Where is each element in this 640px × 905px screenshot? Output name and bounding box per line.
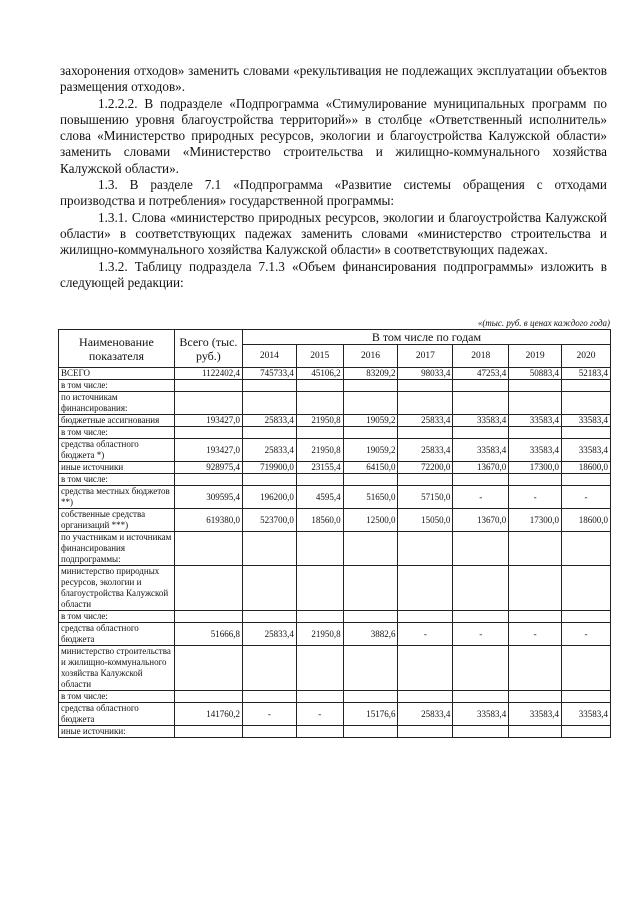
table-cell: [242, 726, 296, 738]
row-total: 51666,8: [174, 623, 242, 646]
table-cell: 19059,2: [343, 439, 398, 462]
table-row: [59, 427, 611, 439]
table-cell: 15176,6: [343, 703, 398, 726]
table-cell: [398, 532, 453, 566]
table-cell: 50883,4: [509, 368, 562, 380]
row-total: 309595,4: [174, 486, 242, 509]
table-cell: 21950,8: [296, 439, 343, 462]
table-cell: [562, 691, 611, 703]
financing-table: [58, 329, 611, 738]
table-row: [59, 703, 611, 726]
table-cell: 23155,4: [296, 462, 343, 474]
table-cell: [453, 691, 509, 703]
table-cell: [343, 392, 398, 415]
table-cell: 33583,4: [453, 415, 509, 427]
table-cell: 83209,2: [343, 368, 398, 380]
table-row: [59, 566, 611, 611]
table-cell: [453, 726, 509, 738]
table-cell: [296, 474, 343, 486]
row-total: 193427,0: [174, 415, 242, 427]
header-year: 2017: [398, 345, 453, 368]
table-cell: 25833,4: [398, 703, 453, 726]
table-cell: [562, 726, 611, 738]
table-cell: [343, 427, 398, 439]
table-cell: [343, 380, 398, 392]
paragraph: 1.3.2. Таблицу подраздела 7.1.3 «Объем финансирования подпрограммы» изложить в следующей редакции:: [60, 258, 607, 290]
table-cell: [562, 427, 611, 439]
table-cell: [453, 427, 509, 439]
paragraph: 1.3.1. Слова «министерство природных ресурсов, экологии и благоустройства Калужской области» в соответствующих падежах заменить словами «министерство строительства и жилищно-коммунального хозяйства Калужской области» в соответствующих падежах.: [60, 209, 607, 258]
table-row: [59, 439, 611, 462]
table-cell: [562, 646, 611, 691]
row-label: собственные средства организаций ***): [59, 509, 175, 532]
table-cell: [242, 532, 296, 566]
table-cell: -: [296, 703, 343, 726]
header-year: 2016: [343, 345, 398, 368]
paragraph: 1.2.2.2. В подразделе «Подпрограмма «Стимулирование муниципальных программ по повышению уровня благоустройства территорий»» в столбце «Ответственный исполнитель» слова «Министерство природных ресурсов, экологии и благоустройства Калужской области» заменить словами «Министерство строительства и жилищно-коммунального хозяйства Калужской области».: [60, 95, 607, 176]
row-total: 1122402,4: [174, 368, 242, 380]
table-cell: -: [562, 623, 611, 646]
table-cell: [509, 474, 562, 486]
table-cell: 25833,4: [242, 415, 296, 427]
row-total: [174, 611, 242, 623]
table-cell: [453, 380, 509, 392]
table-cell: [509, 611, 562, 623]
table-cell: 13670,0: [453, 509, 509, 532]
row-label: министерство строительства и жилищно-коммунального хозяйства Калужской области: [59, 646, 175, 691]
table-cell: [296, 611, 343, 623]
header-year: 2020: [562, 345, 611, 368]
row-label: средства областного бюджета *): [59, 439, 175, 462]
table-cell: [296, 646, 343, 691]
table-cell: -: [453, 486, 509, 509]
table-cell: [509, 392, 562, 415]
table-row: [59, 368, 611, 380]
table-cell: 25833,4: [398, 415, 453, 427]
row-label: в том числе:: [59, 691, 175, 703]
table-cell: [343, 691, 398, 703]
table-cell: [509, 691, 562, 703]
table-cell: 18600,0: [562, 462, 611, 474]
table-cell: [242, 646, 296, 691]
table-cell: [398, 474, 453, 486]
table-row: [59, 509, 611, 532]
row-label: в том числе:: [59, 474, 175, 486]
table-cell: [296, 427, 343, 439]
table-cell: 33583,4: [509, 415, 562, 427]
table-cell: 15050,0: [398, 509, 453, 532]
table-cell: [562, 474, 611, 486]
table-cell: 3882,6: [343, 623, 398, 646]
row-total: [174, 726, 242, 738]
header-total: Всего (тыс. руб.): [174, 330, 242, 368]
table-cell: [509, 646, 562, 691]
table-row: [59, 623, 611, 646]
table-cell: [343, 726, 398, 738]
row-total: 928975,4: [174, 462, 242, 474]
table-cell: 33583,4: [562, 703, 611, 726]
table-row: [59, 474, 611, 486]
table-cell: 33583,4: [453, 439, 509, 462]
table-cell: -: [398, 623, 453, 646]
table-cell: 18560,0: [296, 509, 343, 532]
table-cell: [242, 427, 296, 439]
row-label: средства областного бюджета: [59, 703, 175, 726]
table-cell: 64150,0: [343, 462, 398, 474]
table-cell: [453, 532, 509, 566]
table-cell: 33583,4: [562, 415, 611, 427]
table-cell: [242, 392, 296, 415]
table-cell: 4595,4: [296, 486, 343, 509]
row-label: министерство природных ресурсов, экологии и благоустройства Калужской области: [59, 566, 175, 611]
row-total: [174, 427, 242, 439]
row-total: 619380,0: [174, 509, 242, 532]
table-cell: 719900,0: [242, 462, 296, 474]
table-cell: 21950,8: [296, 623, 343, 646]
table-cell: [509, 566, 562, 611]
table-cell: [398, 380, 453, 392]
table-cell: [453, 566, 509, 611]
table-cell: 72200,0: [398, 462, 453, 474]
table-cell: 25833,4: [242, 623, 296, 646]
table-row: [59, 380, 611, 392]
table-cell: [398, 691, 453, 703]
table-cell: [509, 532, 562, 566]
table-row: [59, 415, 611, 427]
table-cell: 196200,0: [242, 486, 296, 509]
table-cell: 57150,0: [398, 486, 453, 509]
table-row: [59, 726, 611, 738]
row-label: бюджетные ассигнования: [59, 415, 175, 427]
table-row: [59, 486, 611, 509]
paragraph: 1.3. В разделе 7.1 «Подпрограмма «Развитие системы обращения с отходами производства и потребления» государственной программы:: [60, 177, 607, 209]
table-cell: 33583,4: [509, 439, 562, 462]
table-cell: 33583,4: [509, 703, 562, 726]
table-cell: [509, 726, 562, 738]
table-cell: [398, 646, 453, 691]
table-cell: [242, 380, 296, 392]
table-cell: [562, 380, 611, 392]
table-cell: [398, 726, 453, 738]
table-cell: [453, 392, 509, 415]
table-cell: 13670,0: [453, 462, 509, 474]
table-cell: [509, 380, 562, 392]
table-row: [59, 691, 611, 703]
table-row: [59, 392, 611, 415]
row-label: в том числе:: [59, 427, 175, 439]
table-cell: [242, 611, 296, 623]
table-cell: -: [509, 623, 562, 646]
table-cell: -: [453, 623, 509, 646]
table-cell: [296, 566, 343, 611]
table-cell: 21950,8: [296, 415, 343, 427]
table-cell: [398, 392, 453, 415]
table-cell: 19059,2: [343, 415, 398, 427]
body-text: [60, 63, 607, 291]
row-total: [174, 532, 242, 566]
table-cell: [398, 611, 453, 623]
row-total: 193427,0: [174, 439, 242, 462]
table-row: [59, 462, 611, 474]
table-cell: [296, 726, 343, 738]
row-label: средства областного бюджета: [59, 623, 175, 646]
table-cell: [343, 611, 398, 623]
table-cell: [453, 611, 509, 623]
row-total: [174, 691, 242, 703]
header-year: 2015: [296, 345, 343, 368]
table-cell: 25833,4: [398, 439, 453, 462]
table-cell: -: [562, 486, 611, 509]
table-cell: 25833,4: [242, 439, 296, 462]
table-cell: 17300,0: [509, 509, 562, 532]
row-label: иные источники: [59, 462, 175, 474]
table-cell: 47253,4: [453, 368, 509, 380]
table-row: [59, 611, 611, 623]
table-cell: 45106,2: [296, 368, 343, 380]
table-cell: [509, 427, 562, 439]
table-cell: [242, 474, 296, 486]
row-total: [174, 474, 242, 486]
table-cell: 51650,0: [343, 486, 398, 509]
header-year: 2018: [453, 345, 509, 368]
table-cell: [242, 691, 296, 703]
table-cell: 12500,0: [343, 509, 398, 532]
row-label: по источникам финансирования:: [59, 392, 175, 415]
row-label: в том числе:: [59, 380, 175, 392]
table-cell: [343, 646, 398, 691]
table-cell: [343, 474, 398, 486]
table-cell: 523700,0: [242, 509, 296, 532]
row-total: [174, 566, 242, 611]
table-cell: 33583,4: [562, 439, 611, 462]
table-cell: 745733,4: [242, 368, 296, 380]
table-cell: [343, 566, 398, 611]
row-total: [174, 392, 242, 415]
table-cell: -: [242, 703, 296, 726]
row-total: [174, 646, 242, 691]
table-cell: [562, 532, 611, 566]
table-cell: [296, 392, 343, 415]
table-cell: [398, 566, 453, 611]
unit-note: «(тыс. руб. в ценах каждого года): [477, 318, 610, 328]
table-row: [59, 532, 611, 566]
table-cell: [343, 532, 398, 566]
table-cell: [296, 532, 343, 566]
table-cell: [296, 380, 343, 392]
table-cell: [242, 566, 296, 611]
table-cell: 98033,4: [398, 368, 453, 380]
table-cell: [453, 474, 509, 486]
row-label: ВСЕГО: [59, 368, 175, 380]
row-label: средства местных бюджетов **): [59, 486, 175, 509]
table-cell: [562, 566, 611, 611]
table-cell: [296, 691, 343, 703]
table-cell: 33583,4: [453, 703, 509, 726]
row-label: по участникам и источникам финансирования подпрограммы:: [59, 532, 175, 566]
table-row: [59, 646, 611, 691]
table-cell: [398, 427, 453, 439]
row-label: иные источники:: [59, 726, 175, 738]
table-cell: [453, 646, 509, 691]
row-label: в том числе:: [59, 611, 175, 623]
header-name: Наименование показателя: [59, 330, 175, 368]
table-cell: 52183,4: [562, 368, 611, 380]
header-year-group: В том числе по годам: [242, 330, 610, 345]
paragraph: захоронения отходов» заменить словами «рекультивация не подлежащих эксплуатации объектов размещения отходов».: [60, 63, 607, 95]
row-total: 141760,2: [174, 703, 242, 726]
row-total: [174, 380, 242, 392]
table-cell: -: [509, 486, 562, 509]
table-cell: 18600,0: [562, 509, 611, 532]
header-year: 2014: [242, 345, 296, 368]
header-year: 2019: [509, 345, 562, 368]
table-cell: [562, 611, 611, 623]
table-cell: [562, 392, 611, 415]
table-cell: 17300,0: [509, 462, 562, 474]
